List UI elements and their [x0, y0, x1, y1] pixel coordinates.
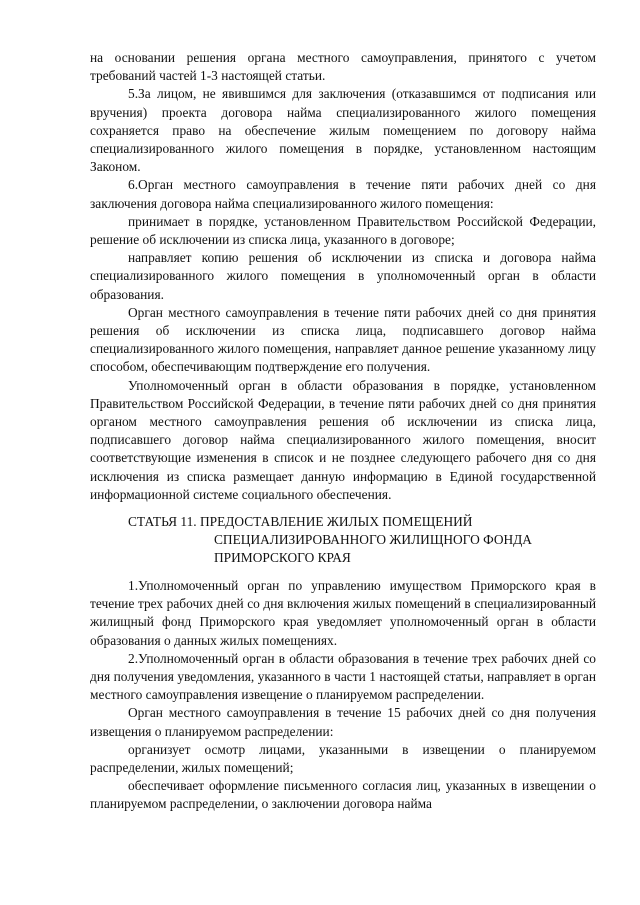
article-11-text: [90, 577, 596, 814]
article-10-text: [90, 49, 596, 504]
paragraph: направляет копию решения об исключении из списка и договора найма специализированного жилого помещения в уполномоченный орган в области образования.: [90, 250, 596, 302]
paragraph: организует осмотр лицами, указанными в извещении о планируемом распределении, жилых помещений;: [90, 741, 596, 776]
heading-line: СПЕЦИАЛИЗИРОВАННОГО ЖИЛИЩНОГО ФОНДА: [214, 532, 532, 548]
heading-line: СТАТЬЯ 11. ПРЕДОСТАВЛЕНИЕ ЖИЛЫХ ПОМЕЩЕНИЙ: [128, 514, 473, 529]
heading-line: ПРИМОРСКОГО КРАЯ: [214, 550, 351, 566]
paragraph: на основании решения органа местного самоуправления, принятого с учетом требований частей 1-3 настоящей статьи.: [90, 50, 596, 84]
paragraph: Орган местного самоуправления в течение пяти рабочих дней со дня принятия решения об исключении из списка лица, подписавшего договор найма специализированного жилого помещения, направляет данное решение указанному лицу способом, обеспечивающим подтверждение его получения.: [90, 304, 596, 375]
paragraph: Орган местного самоуправления в течение 15 рабочих дней со дня получения извещения о планируемом распределении:: [90, 705, 596, 739]
paragraph: обеспечивает оформление письменного согласия лиц, указанных в извещении о планируемом распределении, о заключении договора найма: [90, 778, 596, 812]
paragraph: 1.Уполномоченный орган по управлению имуществом Приморского края в течение трех рабочих дней со дня включения жилых помещений в специализированный жилищный фонд Приморского края уведомляет уполномоченный орган в области образования о данных жилых помещениях.: [90, 578, 596, 648]
paragraph: 2.Уполномоченный орган в области образования в течение трех рабочих дней со дня получения уведомления, указанного в части 1 настоящей статьи, направляет в орган местного самоуправления извещение о планируемом распределении.: [90, 650, 596, 703]
paragraph: принимает в порядке, установленном Правительством Российской Федерации, решение об исключении из списка лица, указанного в договоре;: [90, 213, 596, 248]
article-11-heading: [128, 513, 598, 568]
paragraph: 5.За лицом, не явившимся для заключения (отказавшимся от подписания или вручения) проекта договора найма специализированного жилого помещения сохраняется право на обеспечение жилым помещением по договору найма специализированного жилого помещения в порядке, установленном настоящим Законом.: [90, 86, 596, 175]
paragraph: 6.Орган местного самоуправления в течение пяти рабочих дней со дня заключения договора найма специализированного жилого помещения:: [90, 177, 596, 211]
paragraph: Уполномоченный орган в области образования в порядке, установленном Правительством Российской Федерации, в течение пяти рабочих дней со дня принятия органом местного самоуправления решения об исключении из списка лица, подписавшего договор найма специализированного жилого помещения, вносит соответствующие изменения в список и не позднее следующего рабочего дня со дня исключения из списка размещает данную информацию в Единой государственной информационной системе социального обеспечения.: [90, 377, 596, 502]
